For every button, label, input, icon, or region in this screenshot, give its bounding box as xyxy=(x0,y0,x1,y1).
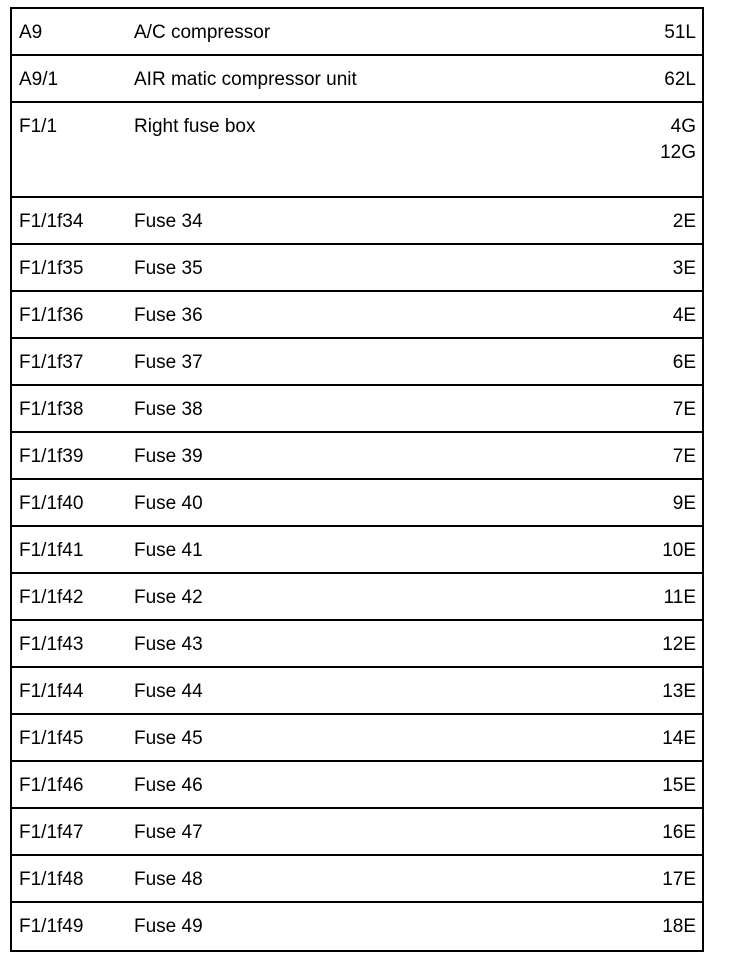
component-description: Fuse 47 xyxy=(134,822,203,843)
grid-location-cell xyxy=(664,587,696,613)
grid-location: 16E xyxy=(662,822,696,843)
table-row xyxy=(12,574,702,621)
grid-location: 2E xyxy=(672,211,696,232)
component-description: Fuse 34 xyxy=(134,211,203,232)
component-code: F1/1f45 xyxy=(19,728,84,749)
grid-location-cell xyxy=(664,69,696,95)
grid-location: 17E xyxy=(662,869,696,890)
component-code: F1/1f47 xyxy=(19,822,84,843)
grid-location: 12G xyxy=(660,142,696,163)
grid-location: 6E xyxy=(672,352,696,373)
component-code: A9/1 xyxy=(19,69,59,90)
component-code: F1/1f49 xyxy=(19,916,84,937)
component-description: Fuse 35 xyxy=(134,258,203,279)
table-row xyxy=(12,292,702,339)
component-code: F1/1f35 xyxy=(19,258,84,279)
grid-location: 51L xyxy=(664,22,696,43)
component-table xyxy=(10,7,704,952)
grid-location-cell xyxy=(662,728,696,754)
grid-location-cell xyxy=(660,116,696,168)
grid-location-cell xyxy=(673,305,696,331)
table-row xyxy=(12,527,702,574)
table-row xyxy=(12,621,702,668)
grid-location: 3E xyxy=(672,258,696,279)
component-code: F1/1 xyxy=(19,116,58,137)
component-code: F1/1f42 xyxy=(19,587,84,608)
component-description: Fuse 48 xyxy=(134,869,203,890)
table-row xyxy=(12,9,702,56)
grid-location-cell xyxy=(673,399,696,425)
grid-location: 12E xyxy=(662,634,696,655)
grid-location-cell xyxy=(662,634,696,660)
component-description: Fuse 36 xyxy=(134,305,203,326)
grid-location-cell xyxy=(673,446,696,472)
component-description: Fuse 45 xyxy=(134,728,203,749)
component-code: A9 xyxy=(19,22,43,43)
component-description: Fuse 49 xyxy=(134,916,203,937)
grid-location-cell xyxy=(662,775,696,801)
grid-location: 7E xyxy=(672,399,696,420)
grid-location: 9E xyxy=(672,493,696,514)
grid-location-cell xyxy=(662,681,696,707)
table-row xyxy=(12,245,702,292)
component-code: F1/1f43 xyxy=(19,634,84,655)
component-code: F1/1f41 xyxy=(19,540,84,561)
table-row xyxy=(12,198,702,245)
table-row xyxy=(12,103,702,198)
grid-location: 13E xyxy=(662,681,696,702)
grid-location: 11E xyxy=(663,587,696,608)
component-description: Fuse 42 xyxy=(134,587,203,608)
grid-location: 15E xyxy=(662,775,696,796)
component-description: Fuse 37 xyxy=(134,352,203,373)
component-code: F1/1f37 xyxy=(19,352,84,373)
component-description: Fuse 44 xyxy=(134,681,203,702)
component-description: Fuse 41 xyxy=(134,540,203,561)
grid-location-cell xyxy=(662,916,696,942)
grid-location: 18E xyxy=(662,916,696,937)
table-row xyxy=(12,668,702,715)
component-code: F1/1f36 xyxy=(19,305,84,326)
table-row xyxy=(12,56,702,103)
table-row xyxy=(12,809,702,856)
grid-location-cell xyxy=(662,540,696,566)
component-description: Fuse 40 xyxy=(134,493,203,514)
table-row xyxy=(12,386,702,433)
grid-location-cell xyxy=(662,869,696,895)
component-code: F1/1f40 xyxy=(19,493,84,514)
component-code: F1/1f44 xyxy=(19,681,84,702)
grid-location-cell xyxy=(673,211,696,237)
component-description: Fuse 46 xyxy=(134,775,203,796)
grid-location-cell xyxy=(664,22,696,48)
component-code: F1/1f39 xyxy=(19,446,84,467)
table-row xyxy=(12,715,702,762)
grid-location: 7E xyxy=(672,446,696,467)
component-code: F1/1f46 xyxy=(19,775,84,796)
grid-location: 4E xyxy=(672,305,696,326)
component-description: A/C compressor xyxy=(134,22,271,43)
component-code: F1/1f34 xyxy=(19,211,84,232)
component-description: Right fuse box xyxy=(134,116,256,137)
component-description: Fuse 38 xyxy=(134,399,203,420)
grid-location-cell xyxy=(673,258,696,284)
grid-location-cell xyxy=(673,352,696,378)
table-row xyxy=(12,762,702,809)
table-row xyxy=(12,903,702,950)
grid-location-cell xyxy=(673,493,696,519)
table-row xyxy=(12,856,702,903)
grid-location: 10E xyxy=(662,540,696,561)
component-description: Fuse 43 xyxy=(134,634,203,655)
component-code: F1/1f38 xyxy=(19,399,84,420)
table-row xyxy=(12,480,702,527)
component-description: AIR matic compressor unit xyxy=(134,69,357,90)
component-description: Fuse 39 xyxy=(134,446,203,467)
grid-location: 62L xyxy=(664,69,696,90)
grid-location-cell xyxy=(662,822,696,848)
grid-location: 14E xyxy=(662,728,696,749)
grid-location: 4G xyxy=(670,116,696,137)
table-row xyxy=(12,433,702,480)
component-code: F1/1f48 xyxy=(19,869,84,890)
table-row xyxy=(12,339,702,386)
